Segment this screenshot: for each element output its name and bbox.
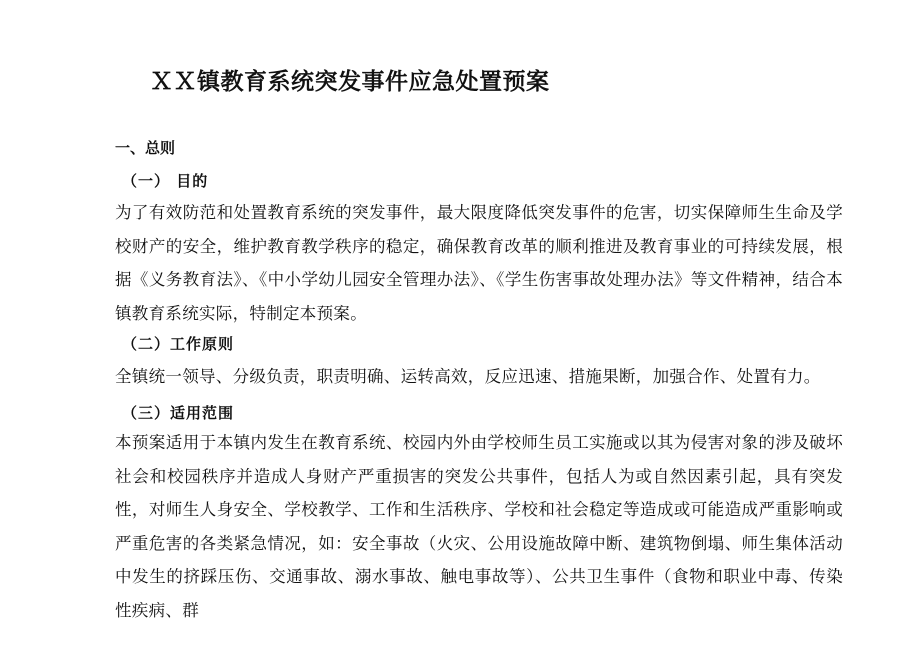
subsection-heading-purpose: （一） 目的: [122, 172, 209, 190]
paragraph-purpose-text: 为了有效防范和处置教育系统的突发事件，最大限度降低突发事件的危害，切实保障师生生命及学校财产的安全，维护教育教学秩序的稳定，确保教育改革的顺利推进及教育事业的可持续发展，根据《义务教育法》、《中小学幼儿园安全管理办法》、《学生伤害事故处理办法》等文件精神，结合本镇教育系统实际，特制定本预案。: [115, 203, 843, 323]
page-title: ＸＸ镇教育系统突发事件应急处置预案: [150, 69, 550, 95]
subsection-heading-principles: （二）工作原则: [122, 335, 235, 353]
paragraph-principles: [115, 360, 843, 394]
paragraph-purpose: [115, 196, 843, 330]
section-heading-general: 一、总则: [115, 139, 176, 157]
paragraph-scope-text: 本预案适用于本镇内发生在教育系统、校园内外由学校师生员工实施或以其为侵害对象的涉及破坏社会和校园秩序并造成人身财产严重损害的突发公共事件，包括人为或自然因素引起，具有突发性，对师生人身安全、学校教学、工作和生活秩序、学校和社会稳定等造成或可能造成严重影响或严重危害的各类紧急情况，如：安全事故（火灾、公用设施故障中断、建筑物倒塌、师生集体活动中发生的挤踩压伤、交通事故、溺水事故、触电事故等）、公共卫生事件（食物和职业中毒、传染性疾病、群: [115, 433, 843, 620]
paragraph-principles-text: 全镇统一领导、分级负责，职责明确、运转高效，反应迅速、措施果断，加强合作、处置有力。: [115, 367, 821, 386]
subsection-heading-scope: （三）适用范围: [122, 404, 235, 422]
paragraph-scope: [115, 426, 843, 627]
